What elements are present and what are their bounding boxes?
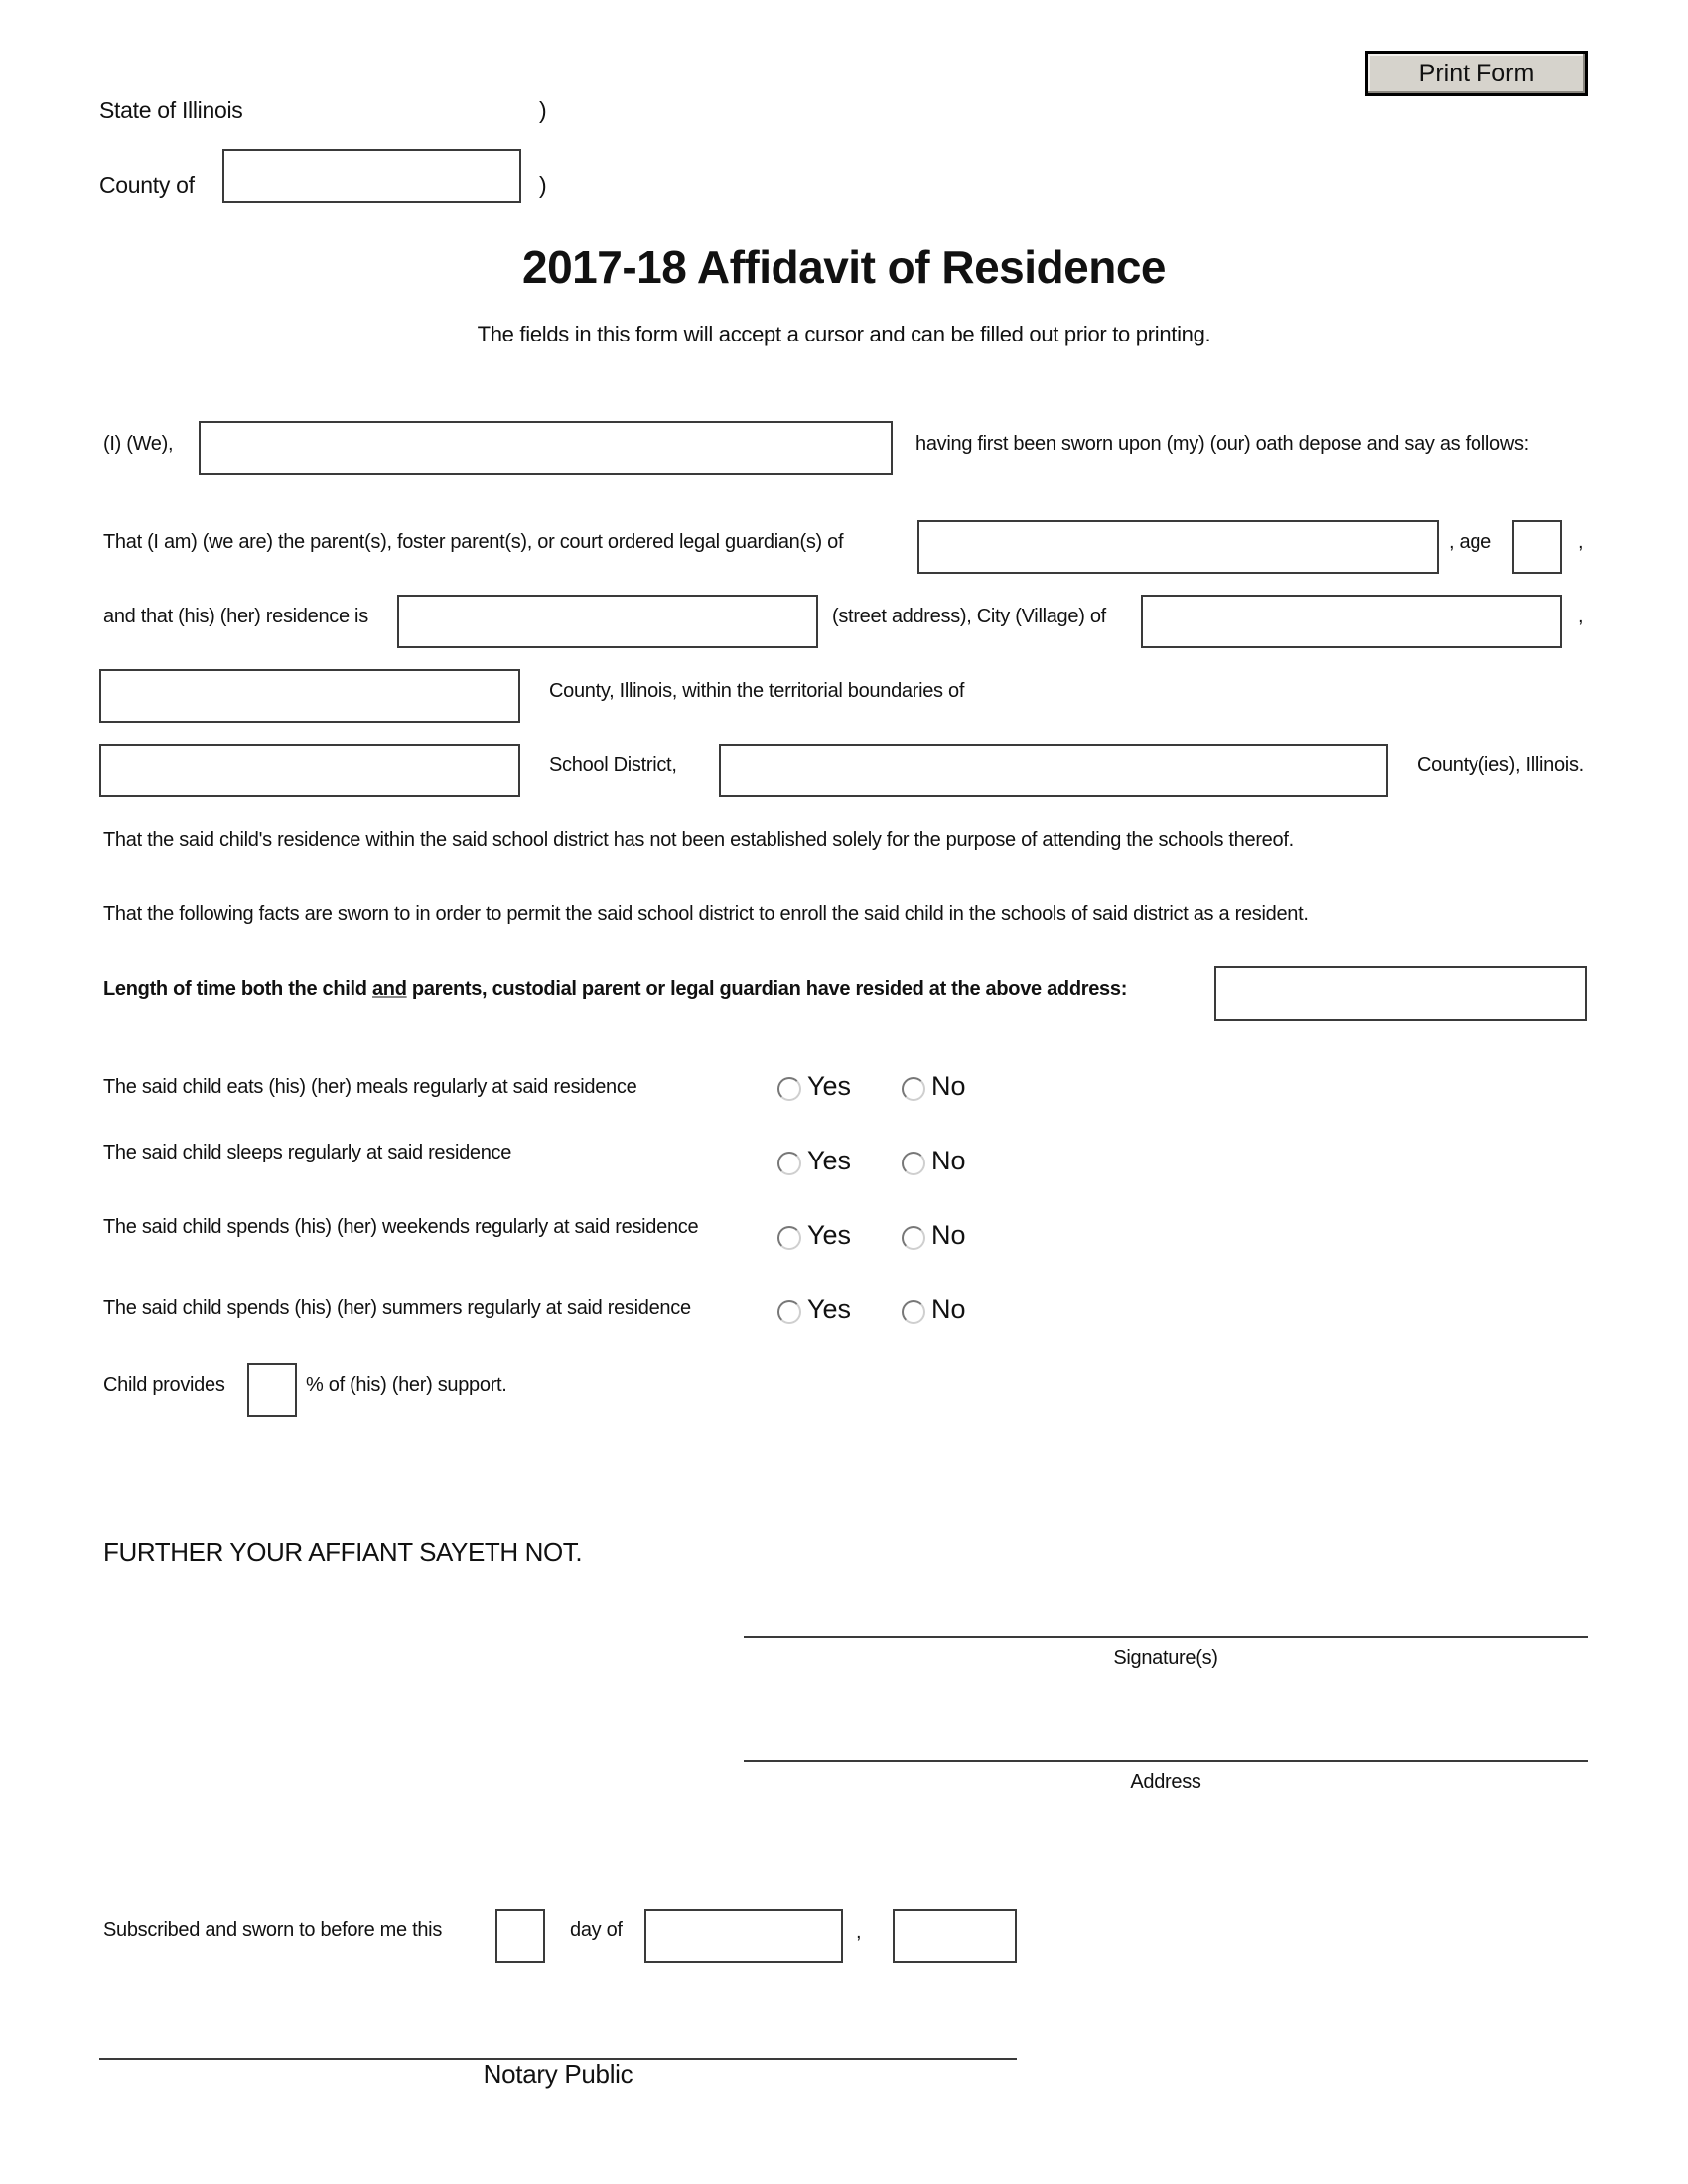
county-label: County of [99,172,195,198]
counties-field[interactable] [719,744,1388,797]
child-name-field[interactable] [917,520,1439,574]
notary-public-label: Notary Public [483,2059,633,2089]
child-name-input[interactable] [919,522,1437,572]
street-address-input[interactable] [399,597,816,646]
length-label-post: parents, custodial parent or legal guardian have resided at the above address: [406,978,1128,1000]
notary-day-of: day of [570,1919,623,1941]
age-label: , age [1449,531,1491,553]
county-input[interactable] [224,151,519,201]
question-sleeps: The said child sleeps regularly at said residence [103,1142,512,1163]
question-summers: The said child spends (his) (her) summers regularly at said residence [103,1297,691,1319]
school-district-label: School District, [549,754,677,776]
signature-line [744,1636,1588,1638]
affiant-name-input[interactable] [201,423,891,473]
age-input[interactable] [1514,522,1560,572]
length-label-and: and [371,978,407,1000]
sleeps-no-radio[interactable] [902,1152,925,1175]
city-comma: , [1578,606,1584,627]
notary-day-field[interactable] [495,1909,545,1963]
residence-mid: (street address), City (Village) of [832,606,1106,627]
statement-purpose: That the said child's residence within the said school district has not been established solely for the purpose of attending the schools thereof. [103,829,1294,851]
counties-label: County(ies), Illinois. [1417,754,1584,776]
summers-yes-label[interactable]: Yes [807,1295,852,1324]
state-label: State of Illinois [99,97,243,123]
sleeps-yes-label[interactable]: Yes [807,1146,852,1175]
guardian-prefix: That (I am) (we are) the parent(s), foster parent(s), or court ordered legal guardian(s) of [103,531,844,553]
county-field[interactable] [222,149,521,203]
street-address-field[interactable] [397,595,818,648]
length-of-time-label [103,978,1127,1001]
residence-prefix: and that (his) (her) residence is [103,606,368,627]
county-row-text: County, Illinois, within the territorial boundaries of [549,680,965,702]
question-meals: The said child eats (his) (her) meals regularly at said residence [103,1076,637,1098]
affiant-suffix: having first been sworn upon (my) (our) oath depose and say as follows: [915,433,1529,455]
notary-year-input[interactable] [895,1911,1015,1961]
age-field[interactable] [1512,520,1562,574]
county-paren: ) [539,172,547,198]
summers-yes-radio[interactable] [777,1300,801,1324]
residence-county-field[interactable] [99,669,520,723]
page-subtitle: The fields in this form will accept a cursor and can be filled out prior to printing. [477,322,1211,346]
meals-no-radio[interactable] [902,1077,925,1101]
age-comma: , [1578,531,1584,553]
notary-prefix: Subscribed and sworn to before me this [103,1919,443,1941]
affiant-name-field[interactable] [199,421,893,475]
city-input[interactable] [1143,597,1560,646]
page-title: 2017-18 Affidavit of Residence [522,241,1166,293]
weekends-yes-radio[interactable] [777,1226,801,1250]
counties-input[interactable] [721,746,1386,795]
length-of-time-input[interactable] [1216,968,1585,1019]
question-weekends: The said child spends (his) (her) weekends regularly at said residence [103,1216,699,1238]
weekends-no-label[interactable]: No [931,1220,966,1250]
meals-yes-radio[interactable] [777,1077,801,1101]
meals-no-label[interactable]: No [931,1071,966,1101]
weekends-no-radio[interactable] [902,1226,925,1250]
support-suffix: % of (his) (her) support. [306,1374,507,1396]
support-prefix: Child provides [103,1374,225,1396]
length-label-pre: Length of time both the child [103,978,372,1000]
city-field[interactable] [1141,595,1562,648]
sleeps-yes-radio[interactable] [777,1152,801,1175]
affiant-prefix: (I) (We), [103,433,174,455]
notary-day-input[interactable] [497,1911,543,1961]
length-of-time-field[interactable] [1214,966,1587,1021]
meals-yes-label[interactable]: Yes [807,1071,852,1101]
notary-comma: , [856,1921,862,1943]
signature-label: Signature(s) [1113,1647,1218,1669]
address-label: Address [1130,1771,1201,1793]
statement-facts: That the following facts are sworn to in order to permit the said school district to enroll the said child in the schools of said district as a resident. [103,903,1309,925]
support-percent-input[interactable] [249,1365,295,1415]
school-district-field[interactable] [99,744,520,797]
sleeps-no-label[interactable]: No [931,1146,966,1175]
weekends-yes-label[interactable]: Yes [807,1220,852,1250]
summers-no-label[interactable]: No [931,1295,966,1324]
summers-no-radio[interactable] [902,1300,925,1324]
school-district-input[interactable] [101,746,518,795]
closing-statement: FURTHER YOUR AFFIANT SAYETH NOT. [103,1537,583,1567]
address-line [744,1760,1588,1762]
print-form-button[interactable]: Print Form [1365,51,1588,96]
residence-county-input[interactable] [101,671,518,721]
state-paren: ) [539,97,547,123]
support-percent-field[interactable] [247,1363,297,1417]
notary-month-field[interactable] [644,1909,843,1963]
notary-month-input[interactable] [646,1911,841,1961]
notary-year-field[interactable] [893,1909,1017,1963]
